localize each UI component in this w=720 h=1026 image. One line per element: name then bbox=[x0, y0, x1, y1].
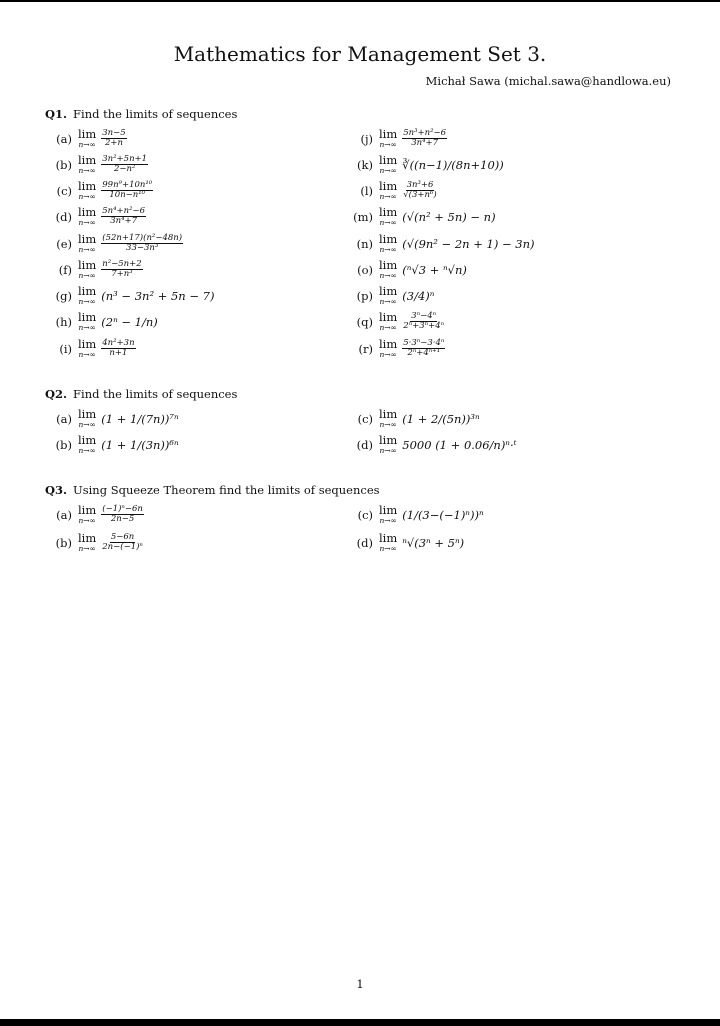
q1-number: Q1. bbox=[45, 107, 68, 121]
numerator: (52n+17)(n²−48n) bbox=[102, 233, 183, 243]
limit-subscript: n→∞ bbox=[78, 166, 96, 175]
fraction bbox=[101, 533, 144, 552]
limit-word: lim bbox=[78, 310, 97, 324]
exercise-item bbox=[347, 532, 464, 553]
exercise-label: (m) bbox=[353, 209, 373, 224]
exercise-item bbox=[46, 434, 179, 455]
limit-word: lim bbox=[78, 205, 97, 219]
limit-subscript: n→∞ bbox=[379, 140, 397, 149]
exercise-label: (d) bbox=[55, 209, 72, 224]
exercise-item bbox=[347, 154, 504, 175]
limit-subscript: n→∞ bbox=[78, 516, 96, 525]
fraction bbox=[402, 129, 447, 148]
limit-operator bbox=[78, 259, 96, 280]
numerator: 3ⁿ−4ⁿ bbox=[411, 311, 437, 321]
math-expression bbox=[78, 434, 179, 455]
denominator: 3n⁴+7 bbox=[110, 216, 138, 226]
exercise-label: (g) bbox=[55, 288, 72, 303]
expression-text: 5000 (1 + 0.06/n)ⁿ·ᵗ bbox=[402, 437, 517, 452]
limit-word: lim bbox=[78, 153, 97, 167]
math-expression bbox=[379, 233, 534, 254]
numerator: 5n⁴+n²−6 bbox=[102, 206, 146, 216]
exercise-item bbox=[46, 532, 144, 553]
limit-operator bbox=[379, 532, 397, 553]
limit-operator bbox=[78, 233, 96, 254]
expression-text: (3/4)ⁿ bbox=[402, 288, 435, 303]
limit-operator bbox=[78, 154, 96, 175]
limit-subscript: n→∞ bbox=[78, 192, 96, 201]
expression-text: ⁿ√(3ⁿ + 5ⁿ) bbox=[402, 535, 465, 550]
bottom-border bbox=[0, 1019, 720, 1026]
math-expression bbox=[78, 285, 214, 306]
expression-text: (1 + 1/(3n))⁶ⁿ bbox=[101, 437, 179, 452]
exercise-item bbox=[46, 180, 153, 201]
exercise-label: (j) bbox=[360, 131, 373, 146]
fraction bbox=[101, 129, 126, 148]
limit-subscript: n→∞ bbox=[78, 297, 96, 306]
limit-subscript: n→∞ bbox=[78, 140, 96, 149]
exercise-item bbox=[46, 154, 148, 175]
numerator: 4n²+3n bbox=[102, 338, 135, 348]
limit-operator bbox=[78, 285, 96, 306]
exercise-label: (a) bbox=[56, 507, 72, 522]
limit-subscript: n→∞ bbox=[379, 446, 397, 455]
denominator: 3n⁴+7 bbox=[411, 138, 439, 148]
numerator: n²−5n+2 bbox=[102, 259, 142, 269]
limit-operator bbox=[78, 504, 96, 525]
limit-operator bbox=[78, 434, 96, 455]
exercise-label: (b) bbox=[55, 157, 72, 172]
limit-word: lim bbox=[78, 232, 97, 246]
limit-word: lim bbox=[379, 258, 398, 272]
denominator: 2−n² bbox=[113, 164, 136, 174]
exercise-item bbox=[347, 259, 467, 280]
exercise-label: (f) bbox=[58, 262, 72, 277]
fraction bbox=[402, 181, 437, 200]
limit-subscript: n→∞ bbox=[379, 516, 397, 525]
limit-subscript: n→∞ bbox=[379, 297, 397, 306]
limit-word: lim bbox=[379, 337, 398, 351]
q3-number: Q3. bbox=[45, 483, 68, 497]
math-expression bbox=[78, 233, 183, 254]
limit-word: lim bbox=[379, 232, 398, 246]
expression-text: ∛((n−1)/(8n+10)) bbox=[402, 157, 504, 172]
exercise-label: (l) bbox=[360, 183, 373, 198]
math-expression bbox=[379, 408, 480, 429]
denominator: n+1 bbox=[109, 348, 128, 358]
exercise-label: (a) bbox=[56, 411, 72, 426]
math-expression bbox=[78, 311, 158, 332]
fraction bbox=[101, 234, 183, 253]
limit-word: lim bbox=[379, 153, 398, 167]
limit-subscript: n→∞ bbox=[78, 350, 96, 359]
exercise-item bbox=[46, 128, 127, 149]
exercise-label: (h) bbox=[55, 314, 72, 329]
math-expression bbox=[379, 434, 516, 455]
math-expression bbox=[379, 504, 484, 525]
exercise-label: (o) bbox=[357, 262, 373, 277]
exercise-item bbox=[46, 338, 136, 359]
exercise-label: (b) bbox=[55, 535, 72, 550]
exercise-item bbox=[347, 233, 534, 254]
limit-operator bbox=[379, 434, 397, 455]
limit-word: lim bbox=[78, 503, 97, 517]
limit-subscript: n→∞ bbox=[379, 245, 397, 254]
expression-text: (1 + 1/(7n))⁷ⁿ bbox=[101, 411, 179, 426]
q2-number: Q2. bbox=[45, 387, 68, 401]
denominator: 2ⁿ+4ⁿ⁺¹ bbox=[407, 348, 441, 358]
limit-word: lim bbox=[78, 407, 97, 421]
fraction bbox=[402, 312, 445, 331]
exercise-label: (b) bbox=[55, 437, 72, 452]
limit-word: lim bbox=[379, 127, 398, 141]
fraction bbox=[402, 339, 445, 358]
limit-word: lim bbox=[78, 337, 97, 351]
limit-operator bbox=[78, 311, 96, 332]
expression-text: (√(9n² − 2n + 1) − 3n) bbox=[402, 236, 535, 251]
limit-subscript: n→∞ bbox=[379, 323, 397, 332]
denominator: 33−3n³ bbox=[126, 243, 159, 253]
expression-text: (ⁿ√3 + ⁿ√n) bbox=[402, 262, 467, 277]
exercise-label: (d) bbox=[356, 535, 373, 550]
denominator: 10n−n¹⁰ bbox=[109, 190, 146, 200]
math-expression bbox=[78, 180, 153, 201]
fraction bbox=[101, 181, 153, 200]
denominator: 2+n bbox=[104, 138, 123, 148]
limit-subscript: n→∞ bbox=[78, 420, 96, 429]
exercise-item bbox=[347, 128, 447, 149]
exercise-item bbox=[347, 408, 480, 429]
math-expression bbox=[78, 338, 136, 359]
limit-word: lim bbox=[78, 284, 97, 298]
page-title: Mathematics for Management Set 3. bbox=[173, 42, 547, 66]
limit-operator bbox=[78, 408, 96, 429]
limit-subscript: n→∞ bbox=[379, 192, 397, 201]
math-expression bbox=[78, 504, 144, 525]
limit-word: lim bbox=[78, 258, 97, 272]
exercise-item bbox=[347, 311, 445, 332]
math-expression bbox=[78, 532, 144, 553]
exercise-item bbox=[46, 408, 179, 429]
fraction bbox=[101, 155, 148, 174]
numerator: 3n³+6 bbox=[406, 180, 434, 190]
limit-word: lim bbox=[379, 407, 398, 421]
fraction bbox=[101, 505, 144, 524]
exercise-item bbox=[46, 259, 143, 280]
math-expression bbox=[78, 128, 127, 149]
fraction bbox=[101, 260, 142, 279]
exercise-item bbox=[46, 311, 158, 332]
limit-subscript: n→∞ bbox=[379, 350, 397, 359]
limit-operator bbox=[379, 206, 397, 227]
denominator: 2n−(−1)ⁿ bbox=[102, 542, 143, 552]
numerator: 3n²+5n+1 bbox=[102, 154, 148, 164]
limit-operator bbox=[78, 206, 96, 227]
limit-operator bbox=[78, 180, 96, 201]
math-expression bbox=[78, 259, 143, 280]
numerator: 5·3ⁿ−3·4ⁿ bbox=[403, 338, 445, 348]
exercise-label: (e) bbox=[56, 236, 72, 251]
math-expression bbox=[379, 338, 445, 359]
limit-operator bbox=[379, 338, 397, 359]
q3-heading bbox=[45, 483, 380, 497]
page-number: 1 bbox=[356, 977, 364, 991]
math-expression bbox=[78, 206, 146, 227]
limit-subscript: n→∞ bbox=[78, 544, 96, 553]
fraction bbox=[101, 207, 146, 226]
math-expression bbox=[379, 206, 496, 227]
limit-operator bbox=[379, 285, 397, 306]
limit-operator bbox=[379, 408, 397, 429]
exercise-label: (p) bbox=[356, 288, 373, 303]
numerator: 99n⁹+10n¹⁰ bbox=[102, 180, 153, 190]
q1-heading bbox=[45, 107, 237, 121]
exercise-item bbox=[347, 434, 516, 455]
math-expression bbox=[78, 154, 148, 175]
expression-text: (n³ − 3n² + 5n − 7) bbox=[101, 288, 215, 303]
numerator: 3n−5 bbox=[102, 128, 126, 138]
limit-subscript: n→∞ bbox=[78, 323, 96, 332]
limit-subscript: n→∞ bbox=[78, 271, 96, 280]
exercise-label: (q) bbox=[356, 314, 373, 329]
limit-subscript: n→∞ bbox=[379, 271, 397, 280]
limit-word: lim bbox=[379, 433, 398, 447]
exercise-label: (k) bbox=[357, 157, 373, 172]
expression-text: (1 + 2/(5n))³ⁿ bbox=[402, 411, 480, 426]
limit-subscript: n→∞ bbox=[379, 166, 397, 175]
denominator: √(3+n⁶) bbox=[403, 190, 437, 200]
exercise-label: (c) bbox=[56, 183, 72, 198]
expression-text: (2ⁿ − 1/n) bbox=[101, 314, 158, 329]
limit-operator bbox=[78, 338, 96, 359]
author-line: Michał Sawa (michal.sawa@handlowa.eu) bbox=[425, 74, 671, 88]
exercise-item bbox=[347, 504, 484, 525]
exercise-label: (a) bbox=[56, 131, 72, 146]
exercise-item bbox=[46, 504, 144, 525]
limit-subscript: n→∞ bbox=[379, 420, 397, 429]
exercise-label: (r) bbox=[358, 341, 373, 356]
math-expression bbox=[379, 259, 467, 280]
math-expression bbox=[379, 128, 447, 149]
top-border bbox=[0, 0, 720, 2]
exercise-item bbox=[347, 285, 434, 306]
limit-operator bbox=[379, 504, 397, 525]
limit-word: lim bbox=[78, 531, 97, 545]
exercise-item bbox=[46, 285, 214, 306]
limit-operator bbox=[379, 180, 397, 201]
exercise-label: (d) bbox=[356, 437, 373, 452]
numerator: (−1)ⁿ−6n bbox=[102, 504, 143, 514]
limit-word: lim bbox=[78, 127, 97, 141]
math-expression bbox=[379, 154, 504, 175]
math-expression bbox=[379, 532, 464, 553]
exercise-item bbox=[347, 338, 445, 359]
math-expression bbox=[379, 285, 434, 306]
denominator: 2n−5 bbox=[110, 514, 135, 524]
limit-word: lim bbox=[78, 179, 97, 193]
limit-subscript: n→∞ bbox=[78, 446, 96, 455]
fraction bbox=[101, 339, 135, 358]
math-expression bbox=[379, 311, 445, 332]
exercise-label: (c) bbox=[357, 411, 373, 426]
expression-text: (1/(3−(−1)ⁿ))ⁿ bbox=[402, 507, 484, 522]
exercise-label: (n) bbox=[356, 236, 373, 251]
q1-text: Find the limits of sequences bbox=[73, 107, 238, 121]
denominator: 2ⁿ+3ⁿ+4ⁿ bbox=[403, 321, 445, 331]
exercise-item bbox=[347, 180, 438, 201]
math-expression bbox=[379, 180, 438, 201]
limit-word: lim bbox=[78, 433, 97, 447]
limit-word: lim bbox=[379, 531, 398, 545]
denominator: 7+n³ bbox=[111, 269, 133, 279]
exercise-item bbox=[347, 206, 496, 227]
exercise-label: (c) bbox=[357, 507, 373, 522]
limit-word: lim bbox=[379, 503, 398, 517]
limit-operator bbox=[379, 128, 397, 149]
limit-word: lim bbox=[379, 284, 398, 298]
limit-word: lim bbox=[379, 310, 398, 324]
q3-text: Using Squeeze Theorem find the limits of sequences bbox=[73, 483, 380, 497]
limit-word: lim bbox=[379, 179, 398, 193]
numerator: 5n³+n²−6 bbox=[403, 128, 447, 138]
limit-subscript: n→∞ bbox=[78, 245, 96, 254]
limit-subscript: n→∞ bbox=[78, 218, 96, 227]
exercise-label: (i) bbox=[59, 341, 72, 356]
numerator: 5−6n bbox=[110, 532, 135, 542]
limit-operator bbox=[379, 233, 397, 254]
exercise-item bbox=[46, 206, 146, 227]
limit-operator bbox=[379, 259, 397, 280]
limit-operator bbox=[78, 532, 96, 553]
limit-subscript: n→∞ bbox=[379, 218, 397, 227]
limit-operator bbox=[379, 311, 397, 332]
q2-text: Find the limits of sequences bbox=[73, 387, 238, 401]
q2-heading bbox=[45, 387, 237, 401]
limit-subscript: n→∞ bbox=[379, 544, 397, 553]
expression-text: (√(n² + 5n) − n) bbox=[402, 209, 496, 224]
exercise-item bbox=[46, 233, 183, 254]
limit-operator bbox=[379, 154, 397, 175]
math-expression bbox=[78, 408, 179, 429]
limit-word: lim bbox=[379, 205, 398, 219]
limit-operator bbox=[78, 128, 96, 149]
